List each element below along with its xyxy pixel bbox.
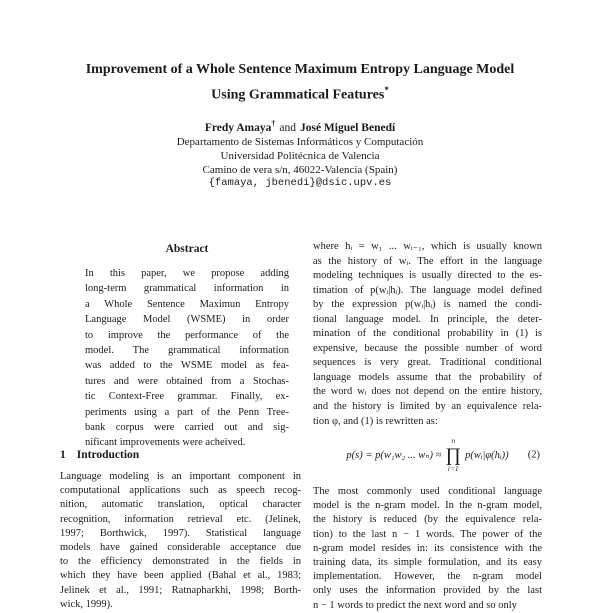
text-line: bank corpus were carried out and sig- (85, 422, 289, 434)
text-line: tures and were obtained from a Stochas- (85, 375, 289, 387)
section-1-heading (60, 449, 301, 461)
product-lower-limit: i=1 (447, 463, 459, 473)
introduction-body (60, 470, 301, 612)
author-1 (204, 119, 276, 134)
text-line: timation of p(wᵢ|hᵢ). The language model defined (313, 284, 542, 296)
text-line: 1997; Borthwick, 1997). Statistical language (60, 527, 301, 539)
text-line: the history is reduced (by the equivalence rela- (313, 514, 542, 526)
text-line: tion φ, and (1) is rewritten as: (313, 415, 438, 427)
author-1-name: Fredy Amaya (204, 121, 272, 134)
text-line: language models assume that the probability of (313, 371, 542, 383)
text-line: which they have been applied (Bahal et al., 1983; (60, 570, 301, 582)
equation-2 (313, 432, 542, 478)
affiliation-line-1: Departamento de Sistemas Informáticos y Computación (176, 136, 424, 148)
abstract-body (85, 266, 289, 451)
text-line: the word wᵢ does not depend on the entire history, (313, 386, 542, 398)
equation-rhs: p(wᵢ|φ(hᵢ)) (465, 449, 509, 461)
product-upper-limit: n (451, 436, 456, 446)
text-line: training data, its simple formulation, and its easy (313, 557, 542, 569)
text-line: model is the n-gram model. In the n-gram model, (313, 500, 542, 512)
title-line-1: Improvement of a Whole Sentence Maximum Entropy Language Model (85, 62, 515, 77)
text-line: computational applications such as speech recog- (60, 485, 301, 497)
title-footnote-marker: * (384, 85, 389, 95)
text-line: expensive, because the possible number of word (313, 342, 542, 354)
text-line: Language Model (WSME) in order (85, 314, 289, 326)
text-line: sequences is very great. Traditional conditional (313, 357, 542, 369)
product-operator (445, 437, 461, 473)
text-line: implementation. However, the n-gram model (313, 571, 542, 583)
text-line: periments using a part of the Penn Tree- (85, 406, 289, 418)
text-line: as the history of wᵢ. The effort in the language (313, 255, 542, 267)
text-line: The most commonly used conditional language (313, 486, 542, 497)
text-line: nition, automatic translation, optical character (60, 499, 301, 511)
author-1-footnote-marker: † (271, 119, 276, 128)
affiliation-line-3: Camino de vera s/n, 46022-Valencia (Spain) (202, 163, 398, 176)
section-title: Introduction (76, 449, 140, 461)
text-line: by the expression p(wᵢ|hᵢ) is named the condi- (313, 299, 542, 311)
text-line: modeling techniques is usually directed to the es- (313, 270, 542, 282)
text-line: In this paper, we propose adding (85, 268, 289, 279)
text-line: was added to the WSME model as fea- (85, 360, 289, 372)
column2-paragraph-1 (313, 240, 542, 429)
product-symbol: ∏ (445, 444, 462, 466)
column2-paragraph-2 (313, 485, 542, 613)
title-line-2 (40, 80, 560, 106)
paper-title (40, 60, 560, 106)
section-number: 1 (60, 449, 66, 461)
text-line: to the efficiency demonstrated in the fields in (60, 556, 301, 568)
equation-number: (2) (527, 449, 540, 461)
affiliation-line-2: Universidad Politécnica de Valencia (220, 149, 380, 162)
text-line: model. The grammatical information (85, 345, 289, 357)
text-line: Jelinek et al., 1991; Ratnapharkhi, 1998; Borth- (60, 584, 301, 596)
text-line: tion) to the last n − 1 words. The power of the (313, 528, 542, 540)
email-line: {famaya, jbenedi}@dsic.upv.es (208, 177, 392, 189)
text-line: where hᵢ = w₁ ... wᵢ₋₁, which is usually known (313, 241, 542, 252)
and-text: and (279, 121, 296, 134)
text-line: models have gained considerable acceptance due (60, 542, 301, 554)
text-line: mination of the conditional probability in (1) is (313, 328, 542, 340)
title-line-2-text: Using Grammatical Features (211, 87, 385, 103)
affiliation-block (0, 136, 600, 177)
text-line: long-term grammatical information in (85, 283, 289, 295)
text-line: n − 1 words to predict the next word and so only (313, 599, 517, 611)
text-line: tional language model. In principle, the deter- (313, 313, 542, 325)
text-line: only uses the information provided by the last (313, 585, 542, 597)
text-line: wick, 1999). (60, 598, 113, 610)
text-line: and the history is limited by an equivalence rela- (313, 401, 542, 413)
abstract-heading: Abstract (165, 243, 209, 255)
text-line: recognition, information retrieval etc. (Jelinek, (60, 513, 301, 525)
text-line: to improve the performance of the (85, 329, 289, 341)
text-line: n-gram model resides in: its consistence with the (313, 542, 542, 554)
text-line: nificant improvements were acheived. (85, 437, 246, 449)
equation-lhs: p(s) = p(w₁w₂ ... wₙ) ≈ (346, 450, 442, 461)
author-line (0, 119, 600, 134)
text-line: a Whole Sentence Maximun Entropy (85, 298, 289, 310)
text-line: tic Context-Free grammar. Finally, ex- (85, 391, 289, 403)
text-line: Language modeling is an important component in (60, 471, 301, 482)
author-2: José Miguel Benedí (299, 121, 396, 134)
